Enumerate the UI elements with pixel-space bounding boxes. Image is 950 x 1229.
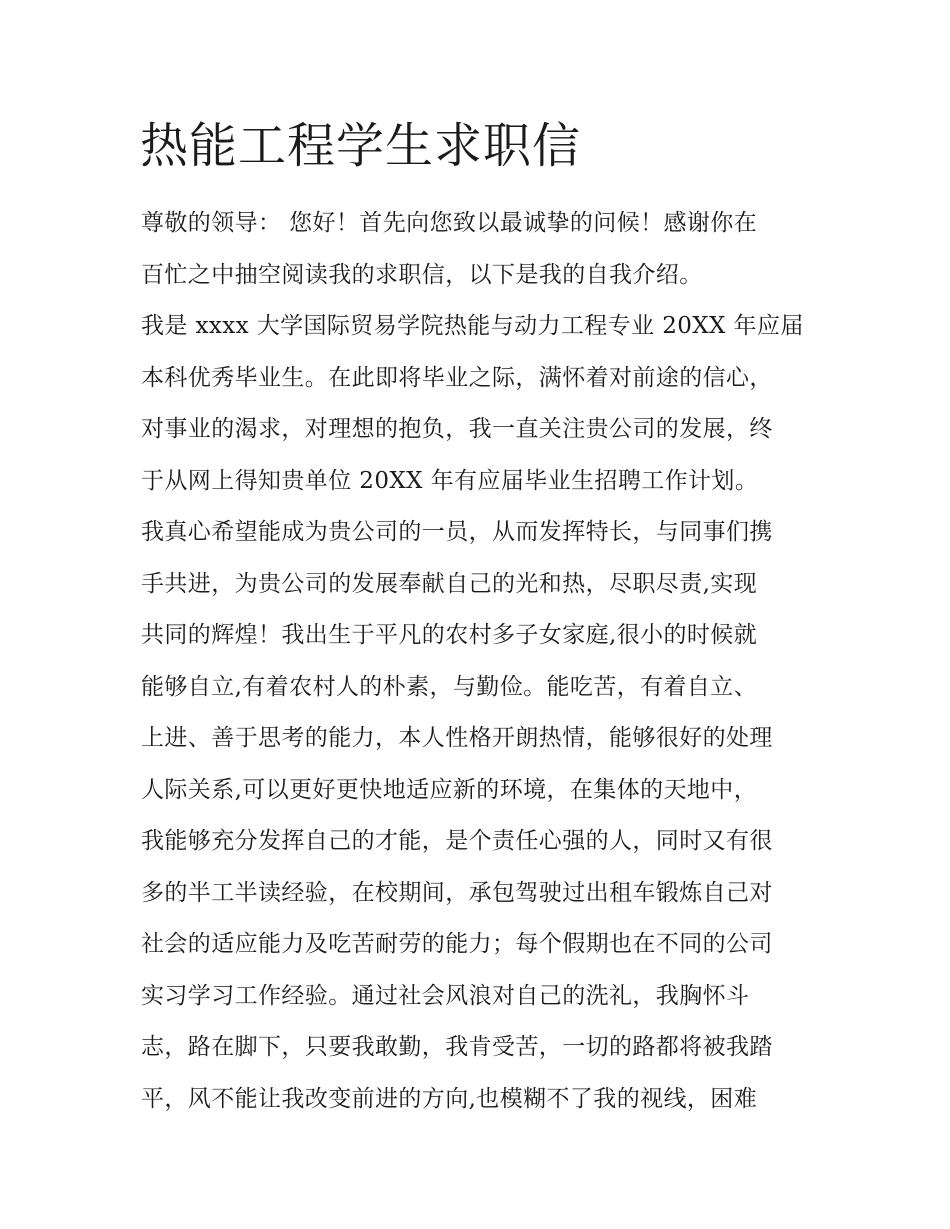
text-line: 我真心希望能成为贵公司的一员，从而发挥特长，与同事们携	[141, 519, 773, 545]
text-line: 我能够充分发挥自己的才能，是个责任心强的人，同时又有很	[141, 828, 773, 854]
text-line: 于从网上得知贵单位 20XX 年有应届毕业生招聘工作计划。	[141, 467, 759, 494]
letter-body	[141, 198, 821, 1125]
text-line: 我是 xxxx 大学国际贸易学院热能与动力工程专业 20XX 年应届	[141, 313, 804, 339]
text-line: 百忙之中抽空阅读我的求职信，以下是我的自我介绍。	[141, 261, 703, 288]
text-line: 尊敬的领导： 您好！首先向您致以最诚挚的问候！感谢你在	[141, 210, 758, 236]
text-line: 上进、善于思考的能力，本人性格开朗热情，能够很好的处理	[141, 725, 773, 751]
text-line: 对事业的渴求，对理想的抱负，我一直关注贵公司的发展，终	[141, 416, 773, 442]
document-title: 热能工程学生求职信	[140, 118, 582, 174]
text-line: 本科优秀毕业生。在此即将毕业之际，满怀着对前途的信心，	[141, 364, 773, 391]
text-line: 共同的辉煌！我出生于平凡的农村多子女家庭,很小的时候就	[141, 622, 758, 648]
text-line: 社会的适应能力及吃苦耐劳的能力；每个假期也在不同的公司	[141, 931, 773, 957]
text-line: 志，路在脚下，只要我敢勤，我肯受苦，一切的路都将被我踏	[141, 1034, 773, 1060]
text-line: 平，风不能让我改变前进的方向,也模糊不了我的视线，困难	[141, 1085, 758, 1112]
text-line: 能够自立,有着农村人的朴素，与勤俭。能吃苦，有着自立、	[141, 673, 758, 700]
text-line: 多的半工半读经验，在校期间，承包驾驶过出租车锻炼自己对	[141, 879, 773, 906]
text-line: 实习学习工作经验。通过社会风浪对自己的洗礼，我胸怀斗	[141, 982, 750, 1009]
text-line: 人际关系,可以更好更快地适应新的环境，在集体的天地中，	[141, 776, 758, 803]
text-line: 手共进，为贵公司的发展奉献自己的光和热，尽职尽责,实现	[141, 570, 758, 597]
